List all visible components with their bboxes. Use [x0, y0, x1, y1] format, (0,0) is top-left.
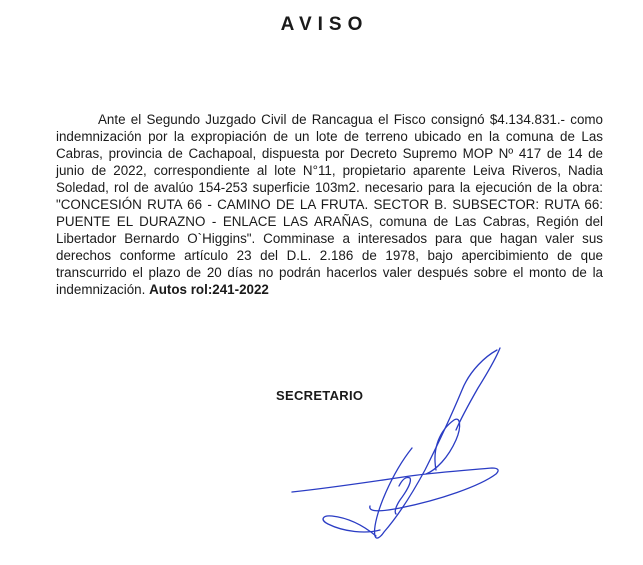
- signer-role: SECRETARIO: [276, 388, 364, 403]
- signature-strokes: [292, 348, 500, 538]
- notice-body: [56, 111, 603, 298]
- case-reference: Autos rol:241-2022: [149, 282, 269, 297]
- signature-stroke-upper: [456, 348, 500, 430]
- signature-stroke-loop: [426, 419, 460, 474]
- notice-title: AVISO: [280, 14, 369, 35]
- notice-body-text: Ante el Segundo Juzgado Civil de Rancagua el Fisco consignó $4.134.831.- como indemnización por la expropiación de un lote de terreno ubicado en la comuna de Las Cabras, provincia de Cachapoal, dispuesta por Decreto Supremo MOP Nº 417 de 14 de junio de 2022, correspondiente al lote N°11, propietario aparente Leiva Riveros, Nadia Soledad, rol de avalúo 154-253 superficie 103m2. necesario para la ejecución de la obra: "CONCESIÓN RUTA 66 - CAMINO DE LA FRUTA. SECTOR B. SUBSECTOR: RUTA 66: PUENTE EL DURAZNO - ENLACE LAS ARAÑAS, comuna de Las Cabras, Región del Libertador Bernardo O`Higgins". Comminase a interesados para que hagan valer sus derechos conforme artículo 23 del D.L. 2.186 de 1978, bajo apercibimiento de que transcurrido el plazo de 20 días no podrán hacerlos valer después sobre el monto de la indemnización.: [56, 112, 603, 297]
- signature-stroke-sweep: [292, 468, 498, 511]
- signature-stroke-tail: [323, 516, 380, 536]
- signature-stroke-cross: [395, 477, 410, 514]
- signature-stroke-main: [375, 350, 497, 538]
